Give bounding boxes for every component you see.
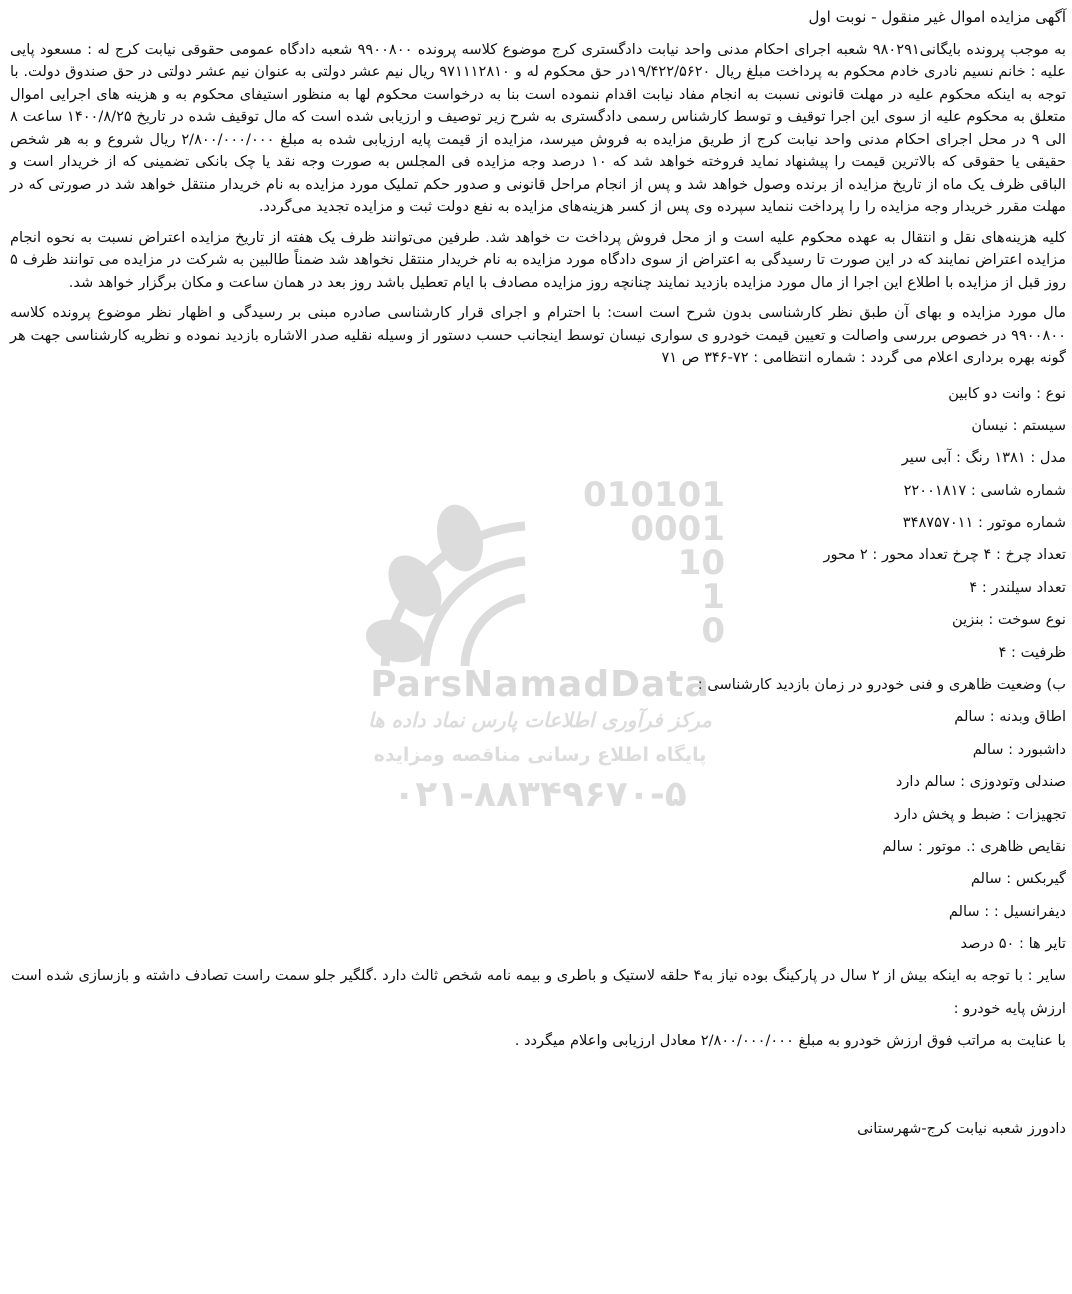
spec-engine-number: شماره موتور : ۳۴۸۷۵۷۰۱۱ <box>902 514 1066 532</box>
vehicle-specs <box>10 378 1066 670</box>
watermark-digits-1: 010101 <box>583 476 725 515</box>
costs-paragraph: کلیه هزینه‌های نقل و انتقال به عهده محکوم علیه است و از محل فروش پرداخت ت خواهد شد. طرفین می‌توانند ظرف یک هفته از تاریخ مزایده اعتراض نسبت به نحوه انجام مزایده اعتراض نمایند که در این صورت تا رسیدگی به اعتراض از سوی دادگاه مورد مزایده به نام خریدار منتقل نخواهد شد ضمناً طالبین به شرکت در مزایده می توانند ظرف ۵ روز قبل از مزایده با اطلاع این اجرا از مال مورد مزایده بازدید نمایند چنانچه روز مزایده مصادف با ایام تعطیل باشد روز بعد در همان ساعت و مکان برگزار خواهد شد. <box>10 228 1066 291</box>
signature: دادورز شعبه نیابت کرج-شهرستانی <box>857 1120 1066 1138</box>
watermark-digits-2: 0001 <box>630 509 725 549</box>
spec-capacity: ظرفیت : ۴ <box>998 643 1066 661</box>
condition-defects-engine: نقایص ظاهری :. موتور : سالم <box>882 837 1066 855</box>
vehicle-conditions <box>10 701 1066 960</box>
watermark-digits-4: 1 <box>701 577 725 617</box>
watermark-digits-5: 0 <box>701 611 725 651</box>
other-notes: سایر : با توجه به اینکه بیش از ۲ سال در پارکینگ بوده نیاز به۴ حلقه لاستیک و باطری و بیمه نامه شخص ثالث دارد .گلگیر جلو سمت راست تصادف داشته و بازسازی شده است <box>11 966 1066 984</box>
watermark-digits-3: 10 <box>677 543 725 583</box>
condition-dashboard: داشبورد : سالم <box>972 740 1066 758</box>
notice-title: آگهی مزایده اموال غیر منقول - نوبت اول <box>808 8 1066 26</box>
auction-notice <box>10 6 1066 1145</box>
base-value-label: ارزش پایه خودرو : <box>953 1000 1066 1018</box>
condition-seats: صندلی وتودوزی : سالم دارد <box>895 773 1066 791</box>
spec-wheels-axles: تعداد چرخ : ۴ چرخ تعداد محور : ۲ محور <box>823 546 1066 564</box>
condition-body: اطاق وبدنه : سالم <box>954 708 1066 726</box>
watermark-phone: ۰۲۱-۸۸۳۴۹۶۷۰-۵ <box>393 774 687 815</box>
condition-differential: دیفرانسیل : : سالم <box>948 902 1066 920</box>
intro-paragraph: به موجب پرونده بایگانی۹۸۰۲۹۱ شعبه اجرای احکام مدنی واحد نیابت دادگستری کرج موضوع کلاسه پرونده ۹۹۰۰۸۰۰ شعبه دادگاه عمومی حقوقی نیابت کرج له : مسعود پایی علیه : خانم نسیم نادری خادم محکوم به پرداخت مبلغ ریال ۱۹/۴۲۲/۵۶۲۰در حق محکوم له و ۹۷۱۱۱۲۸۱۰ ریال نیم عشر دولتی به عنوان نیم عشر دولتی در حق صندوق دولت. با توجه به اینکه محکوم علیه در مهلت قانونی نسبت به انجام مفاد نیابت اقدام ننموده است بنا به درخواست محکوم لها به منظور استیفای محکوم به و هزینه های اجرایی اموال متعلق به محکوم علیه از سوی این اجرا توقیف و توسط کارشناس رسمی دادگستری به شرح زیر توصیف و ارزیابی شده است که مال توقیف شده در تاریخ ۱۴۰۰/۸/۲۵ ساعت ۸ الی ۹ در محل اجرای احکام مدنی واحد نیابت کرج از طریق مزایده به فروش میرسد، مزایده از قیمت پایه ارزیابی شده به مبلغ ۲/۸۰۰/۰۰۰/۰۰۰ ریال شروع و به هر شخص حقیقی یا حقوقی که بالاترین قیمت را پیشنهاد نماید فروخته خواهد شد که ۱۰ درصد وجه مزایده فی المجلس به صورت وجه نقد یا چک بانکی تضمینی که از خریدار است و الباقی ظرف یک ماه از تاریخ مزایده از برنده وصول خواهد شد و پس از انجام مراحل قانونی و صدور حکم تملیک مورد مزایده به نام خریدار منتقل خواهد شد در صورتی که در مهلت مقرر خریدار وجه مزایده را را پرداخت ننماید سپرده وی پس از کسر هزینه‌های مزایده به نفع دولت ثبت و مزایده تجدید می‌گردد. <box>10 40 1067 215</box>
watermark-line-1: مرکز فرآوری اطلاعات پارس نماد داده ها <box>368 708 712 732</box>
section-b-title: ب) وضعیت ظاهری و فنی خودرو در زمان بازدید کارشناسی : <box>697 676 1066 694</box>
spec-fuel: نوع سوخت : بنزین <box>952 611 1066 629</box>
spec-model-color: مدل : ۱۳۸۱ رنگ : آبی سیر <box>901 449 1066 467</box>
expert-paragraph: مال مورد مزایده و بهای آن طبق نظر کارشناسی بدون شرح است است: با احترام و اجرای قرار کارشناسی صادره مبنی بر رسیدگی و اظهار نظر موضوع پرونده کلاسه ۹۹۰۰۸۰۰ در خصوص بررسی واصالت و تعیین قیمت خودرو ی سواری نیسان توسط اینجانب حسب دستور از وسیله نقلیه صدر الاشاره بازدید نموده و نظریه کارشناسی جهت هر گونه بهره برداری اعلام می گردد : شماره انتظامی : ۷۲-۳۴۶ ص ۷۱ <box>10 304 1066 366</box>
condition-equipment: تجهیزات : ضبط و پخش دارد <box>893 805 1066 823</box>
spec-cylinders: تعداد سیلندر : ۴ <box>969 578 1066 596</box>
base-value-text: با عنایت به مراتب فوق ارزش خودرو به مبلغ ۲/۸۰۰/۰۰۰/۰۰۰ معادل ارزیابی واعلام میگردد . <box>514 1032 1066 1050</box>
spec-system: سیستم : نیسان <box>971 416 1066 434</box>
spec-type: نوع : وانت دو کابین <box>948 384 1066 402</box>
watermark-line-2: پایگاه اطلاع رسانی مناقصه ومزایده <box>373 744 707 766</box>
watermark-brand: ParsNamadData <box>370 664 710 705</box>
condition-tires: تایر ها : ۵۰ درصد <box>960 935 1066 953</box>
condition-gearbox: گیربکس : سالم <box>970 870 1066 888</box>
spec-chassis-number: شماره شاسی : ۲۲۰۰۱۸۱۷ <box>903 481 1066 499</box>
